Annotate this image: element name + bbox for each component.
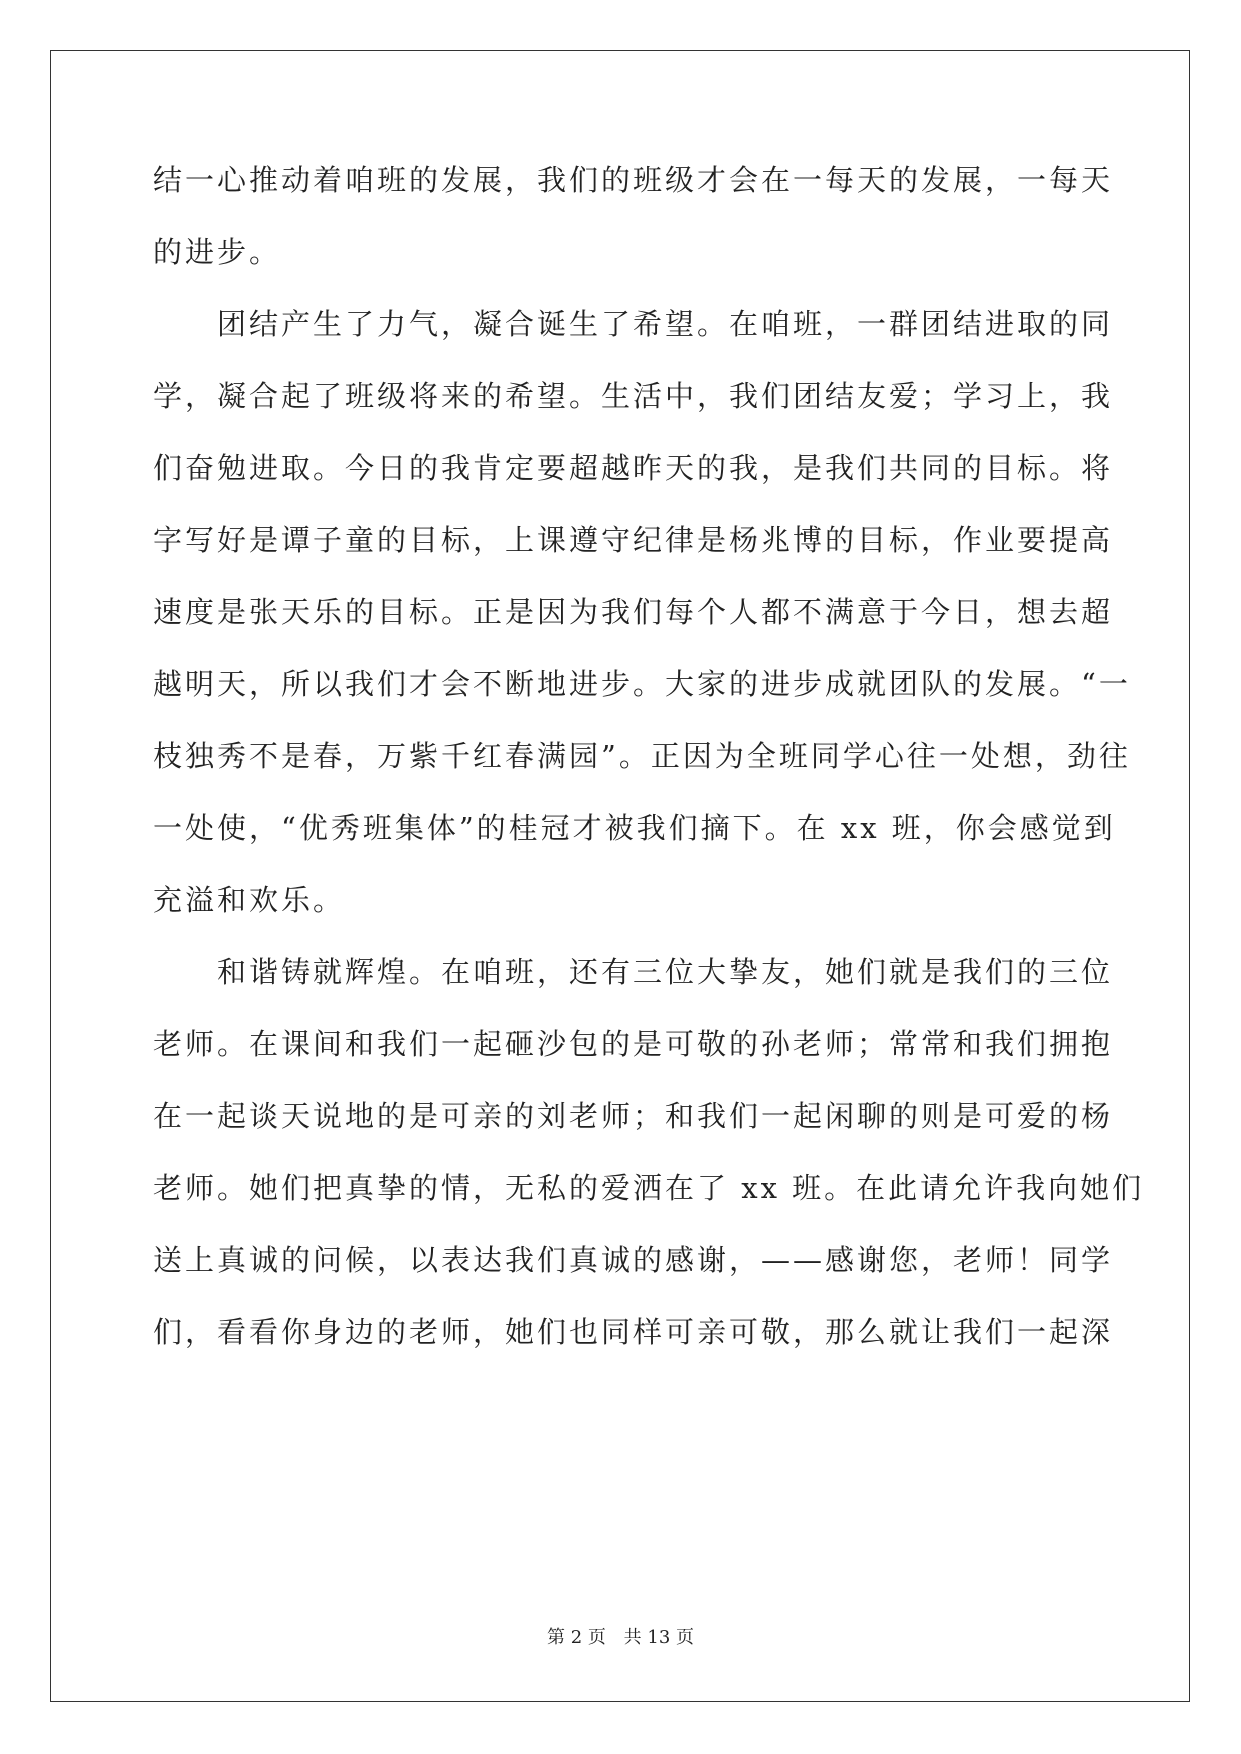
paragraph-first-line: 团结产生了力气，凝合诞生了希望。在咱班，一群团结进取的同 bbox=[217, 307, 1114, 341]
page-total: 共 13 页 bbox=[623, 1627, 694, 1648]
text-line: 学，凝合起了班级将来的希望。生活中，我们团结友爱；学习上，我 bbox=[153, 379, 1114, 413]
text-line: 字写好是谭子童的目标，上课遵守纪律是杨兆博的目标，作业要提高 bbox=[153, 523, 1114, 557]
text-line: 充溢和欢乐。 bbox=[153, 883, 346, 917]
text-line: 在一起谈天说地的是可亲的刘老师；和我们一起闲聊的则是可爱的杨 bbox=[153, 1099, 1114, 1133]
text-line: 枝独秀不是春，万紫千红春满园”。正因为全班同学心往一处想，劲往 bbox=[153, 739, 1131, 773]
text-line: 速度是张天乐的目标。正是因为我们每个人都不满意于今日，想去超 bbox=[153, 595, 1114, 629]
text-line: 送上真诚的问候，以表达我们真诚的感谢，——感谢您，老师！同学 bbox=[153, 1243, 1114, 1277]
page-number: 第 2 页 bbox=[547, 1627, 606, 1648]
text-line: 们奋勉进取。今日的我肯定要超越昨天的我，是我们共同的目标。将 bbox=[153, 451, 1114, 485]
page-footer bbox=[0, 1626, 1241, 1650]
text-line: 越明天，所以我们才会不断地进步。大家的进步成就团队的发展。“一 bbox=[153, 667, 1131, 701]
text-line: 的进步。 bbox=[153, 235, 282, 269]
text-line: 们，看看你身边的老师，她们也同样可亲可敬，那么就让我们一起深 bbox=[153, 1315, 1114, 1349]
text-line: 一处使，“优秀班集体”的桂冠才被我们摘下。在 xx 班，你会感觉到 bbox=[153, 811, 1116, 845]
page-border bbox=[50, 50, 1190, 1702]
paragraph-first-line: 和谐铸就辉煌。在咱班，还有三位大挚友，她们就是我们的三位 bbox=[217, 955, 1114, 989]
text-line: 老师。她们把真挚的情，无私的爱洒在了 xx 班。在此请允许我向她们 bbox=[153, 1171, 1145, 1205]
text-line: 结一心推动着咱班的发展，我们的班级才会在一每天的发展，一每天 bbox=[153, 163, 1114, 197]
text-line: 老师。在课间和我们一起砸沙包的是可敬的孙老师；常常和我们拥抱 bbox=[153, 1027, 1114, 1061]
